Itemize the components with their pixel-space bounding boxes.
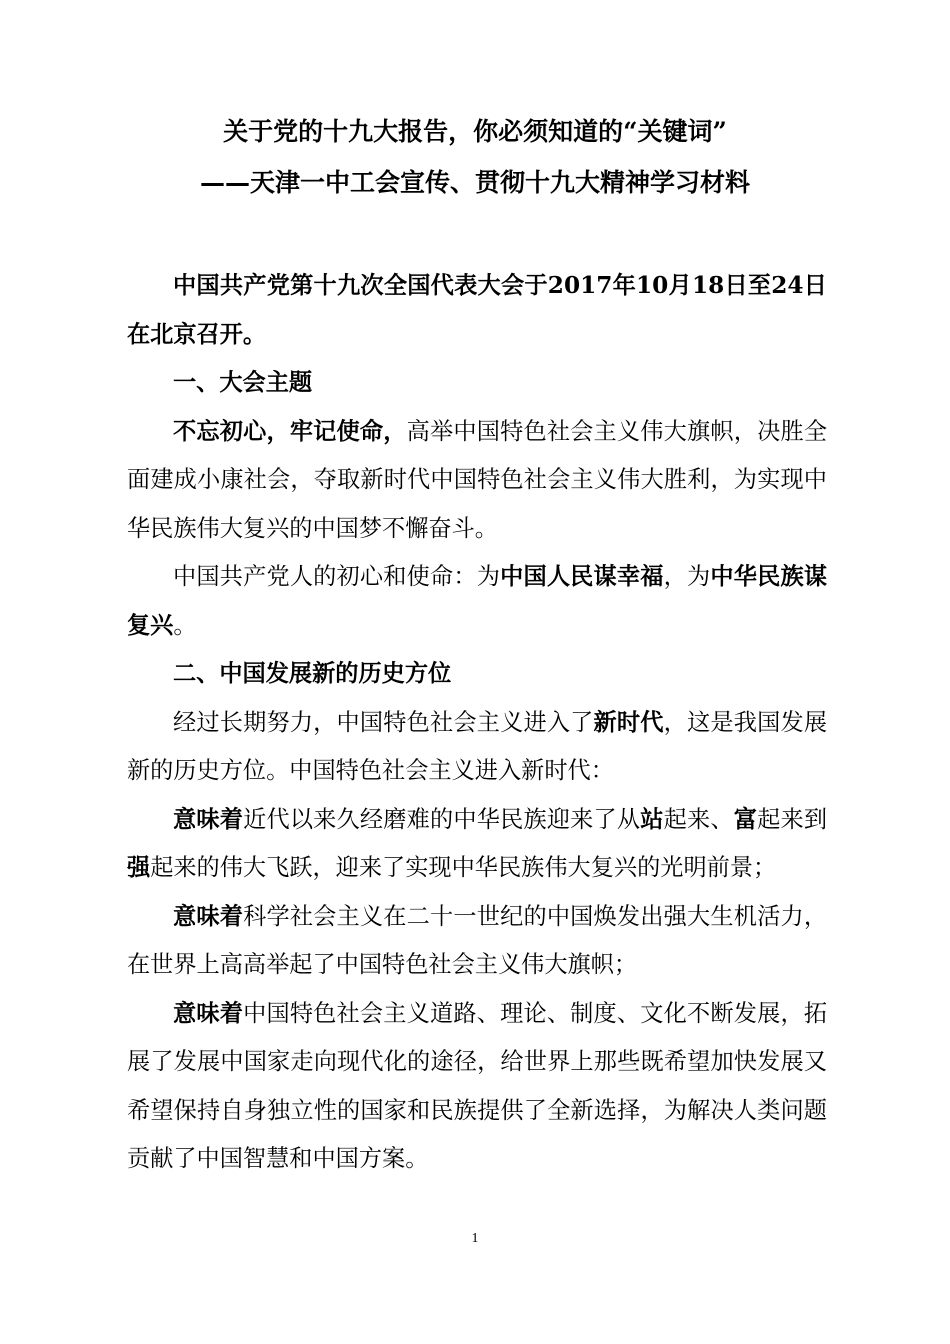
new-era-bold-text: 新时代	[593, 708, 664, 736]
meaning-bold-strong: 强	[127, 854, 151, 881]
intro-paragraph: 中国共产党第十九次全国代表大会于2017年10月18日至24日在北京召开。	[127, 272, 827, 348]
section-heading-theme: 一、大会主题	[173, 369, 313, 396]
mission-paragraph	[127, 553, 827, 650]
theme-bold-text: 不忘初心，牢记使命，	[173, 417, 407, 445]
theme-text: 高举中国特色社会主义伟大旗帜，决胜全面建成小康社会，夺取新时代中国特色社会主义伟大胜利，为实现中华民族伟大复兴的中国梦不懈奋斗。	[127, 417, 828, 542]
mission-bold-rejuvenation: 中华民族谋复兴	[127, 563, 828, 639]
meaning-text-1b: 起来、	[663, 805, 734, 833]
meaning-paragraph-3	[127, 990, 827, 1184]
new-era-paragraph	[127, 699, 827, 796]
document-title: 关于党的十九大报告，你必须知道的“关键词”	[223, 117, 727, 146]
meaning-text-2: 科学社会主义在二十一世纪的中国焕发出强大生机活力，在世界上高高举起了中国特色社会主义伟大旗帜；	[127, 902, 828, 978]
mission-mid-text: ，为	[663, 563, 711, 590]
meaning-text-1d: 起来的伟大飞跃，迎来了实现中华民族伟大复兴的光明前景；	[150, 854, 777, 881]
meaning-text-1a: 近代以来久经磨难的中华民族迎来了从	[243, 805, 641, 833]
mission-lead-text: 中国共产党人的初心和使命：为	[173, 563, 501, 590]
document-body	[127, 262, 827, 1184]
meaning-bold-stand: 站	[640, 805, 664, 833]
page-number: 1	[471, 1231, 479, 1246]
new-era-rest-text: ，这是我国发展新的历史方位。中国特色社会主义进入新时代：	[127, 708, 828, 784]
meaning-paragraph-1	[127, 796, 827, 893]
mission-end-text: 。	[173, 611, 197, 639]
meaning-paragraph-2	[127, 893, 827, 990]
meaning-bold-1: 意味着	[173, 805, 244, 833]
section-heading-position: 二、中国发展新的历史方位	[173, 660, 452, 687]
mission-bold-happiness: 中国人民谋幸福	[500, 563, 664, 590]
meaning-bold-2: 意味着	[173, 902, 244, 930]
meaning-bold-3: 意味着	[173, 999, 244, 1027]
meaning-text-1c: 起来到	[757, 805, 828, 833]
document-subtitle: ——天津一中工会宣传、贯彻十九大精神学习材料	[199, 168, 750, 197]
meaning-text-3: 中国特色社会主义道路、理论、制度、文化不断发展，拓展了发展中国家走向现代化的途径，给世界上那些既希望加快发展又希望保持自身独立性的国家和民族提供了全新选择，为解决人类问题贡献了中国智慧和中国方案。	[127, 999, 828, 1172]
meaning-bold-rich: 富	[733, 805, 758, 833]
theme-paragraph	[127, 408, 827, 554]
new-era-lead-text: 经过长期努力，中国特色社会主义进入了	[173, 708, 594, 736]
